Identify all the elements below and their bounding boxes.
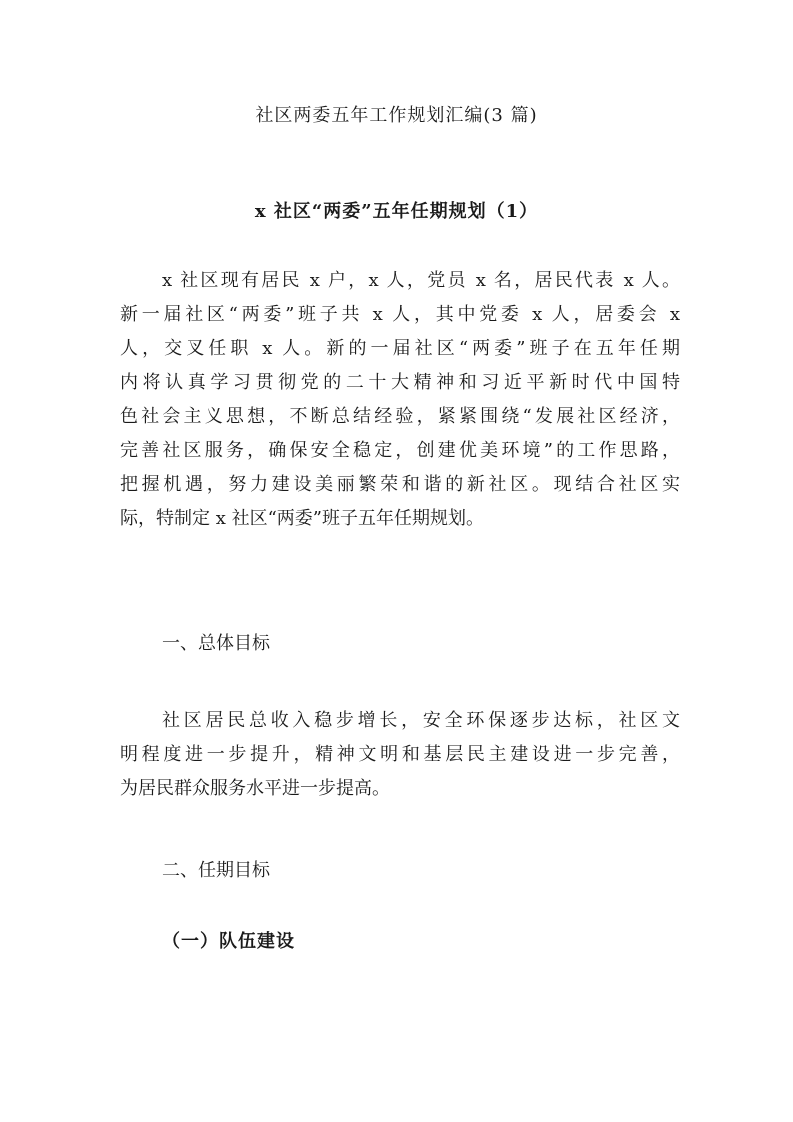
heading-term-goal: 二、任期目标 xyxy=(162,860,270,881)
paragraph-line: x 社区现有居民 x 户，x 人，党员 x 名，居民代表 x 人。 xyxy=(162,270,680,291)
heading-overall-goal: 一、总体目标 xyxy=(162,633,270,654)
paragraph-line: 把握机遇，努力建设美丽繁荣和谐的新社区。现结合社区实 xyxy=(120,474,680,495)
goal-paragraph xyxy=(120,704,680,806)
section-title: x 社区“两委”五年任期规划（1） xyxy=(254,201,539,222)
paragraph-line: 色社会主义思想，不断总结经验，紧紧围绕“发展社区经济， xyxy=(120,406,680,427)
paragraph-line: 明程度进一步提升，精神文明和基层民主建设进一步完善， xyxy=(120,744,680,765)
document-title: 社区两委五年工作规划汇编(3 篇) xyxy=(255,105,538,126)
heading-team-building: （一）队伍建设 xyxy=(162,931,295,952)
paragraph-line: 际，特制定 x 社区“两委”班子五年任期规划。 xyxy=(120,508,484,529)
paragraph-line: 人，交叉任职 x 人。新的一届社区“两委”班子在五年任期 xyxy=(120,338,680,359)
paragraph-line: 新一届社区“两委”班子共 x 人，其中党委 x 人，居委会 x xyxy=(120,304,680,325)
intro-paragraph xyxy=(120,264,680,536)
paragraph-line: 完善社区服务，确保安全稳定，创建优美环境”的工作思路， xyxy=(120,440,680,461)
paragraph-line: 内将认真学习贯彻党的二十大精神和习近平新时代中国特 xyxy=(120,372,680,393)
paragraph-line: 为居民群众服务水平进一步提高。 xyxy=(120,778,390,799)
paragraph-line: 社区居民总收入稳步增长，安全环保逐步达标，社区文 xyxy=(162,710,680,731)
